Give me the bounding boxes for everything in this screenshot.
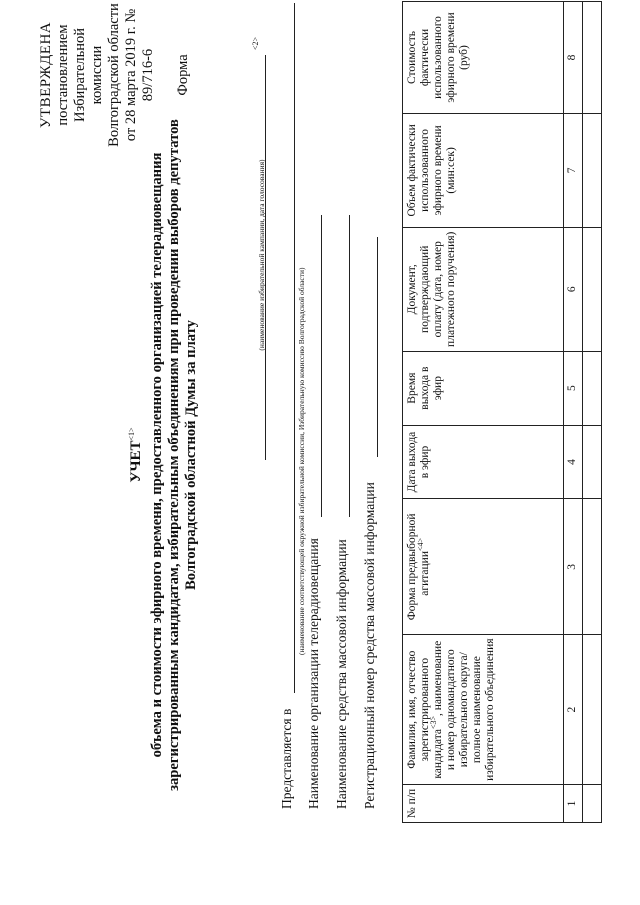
table-cell[interactable]: [583, 2, 602, 114]
header-text: , наименование и номер одномандатного избирательного округа/ полное наименование избирательного объединения: [432, 638, 496, 781]
footnote-2: <2>: [251, 37, 260, 51]
title-line: зарегистрированным кандидатам, избирательным объединениям при проведении выборов депутатов: [166, 119, 182, 791]
submitted-to-label: Представляется в: [279, 708, 294, 809]
column-number: 2: [564, 635, 583, 785]
media-label: Наименование средства массовой информации: [334, 539, 349, 809]
form-label: Форма: [175, 54, 191, 96]
tv-org-label: Наименование организации телерадиовещания: [306, 538, 321, 809]
submitted-to-field[interactable]: [294, 3, 295, 693]
table-row: [564, 2, 583, 823]
approval-line: комиссии Волгоградской области: [89, 3, 122, 147]
header-cell: Объем фактически использованного эфирного времени (мин:сек): [403, 113, 564, 227]
approval-line: от 28 марта 2019 г. № 89/716-6: [123, 8, 156, 142]
title-line: объема и стоимости эфирного времени, предоставленного организацией телерадиовещания: [149, 152, 165, 758]
accounting-table: [402, 1, 602, 823]
document-title: [128, 105, 200, 805]
header-cell: Стоимость фактически использованного эфирного времени (руб): [403, 2, 564, 114]
tv-org-field[interactable]: [321, 215, 322, 517]
header-cell: № п/п: [403, 785, 564, 823]
header-cell: Дата выхода в эфир: [403, 425, 564, 499]
header-cell: Время выхода в эфир: [403, 351, 564, 425]
footnote-1: <1>: [127, 427, 136, 441]
table-cell[interactable]: [583, 351, 602, 425]
header-text: Форма предвыборной агитации: [406, 513, 431, 621]
submitted-to-caption: (наименование соответствующей окружной избирательной комиссии, Избирательную комиссию Волгоградской области): [297, 267, 306, 655]
media-field[interactable]: [349, 215, 350, 517]
table-cell[interactable]: [583, 227, 602, 351]
title-word: УЧЕТ: [128, 440, 144, 483]
reg-number-label: Регистрационный номер средства массовой информации: [362, 482, 377, 809]
column-number: 3: [564, 499, 583, 635]
table-cell[interactable]: [583, 635, 602, 785]
column-number: 5: [564, 351, 583, 425]
table-cell[interactable]: [583, 785, 602, 823]
approval-line: постановлением Избирательной: [55, 24, 88, 126]
header-cell: [403, 635, 564, 785]
header-cell: [403, 499, 564, 635]
table-cell[interactable]: [583, 113, 602, 227]
reg-number-field[interactable]: [377, 237, 378, 457]
column-number: 1: [564, 785, 583, 823]
table-row: [583, 2, 602, 823]
column-number: 7: [564, 113, 583, 227]
footnote-3: <3>: [429, 715, 439, 729]
table-header-row: [403, 2, 564, 823]
column-number: 6: [564, 227, 583, 351]
header-cell: Документ, подтверждающий оплату (дата, номер платежного поручения): [403, 227, 564, 351]
table-cell[interactable]: [583, 499, 602, 635]
column-number: 4: [564, 425, 583, 499]
campaign-caption: (наименование избирательной кампании, дата голосования): [257, 159, 266, 351]
column-number: 8: [564, 2, 583, 114]
table-cell[interactable]: [583, 425, 602, 499]
title-line: Волгоградской областной Думы за плату: [183, 320, 199, 590]
header-text: Фамилия, имя, отчество зарегистрированного кандидата: [406, 650, 444, 779]
footnote-4: <4>: [416, 537, 426, 552]
approval-title: УТВЕРЖДЕНА: [38, 21, 54, 129]
